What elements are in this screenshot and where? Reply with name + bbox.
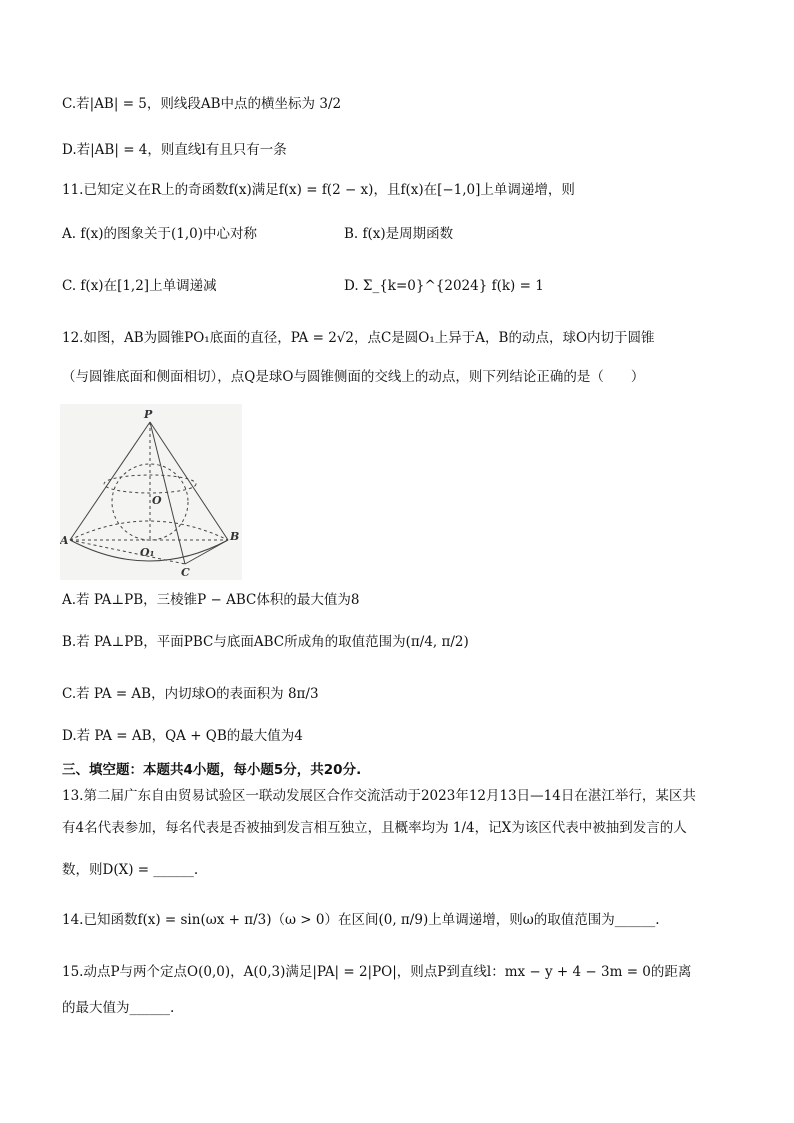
label-o: O xyxy=(152,494,162,507)
cone-figure xyxy=(60,404,242,580)
label-p: P xyxy=(144,408,153,421)
q12-option-a: A.若 PA⊥PB，三棱锥P − ABC体积的最大值为8 xyxy=(62,592,360,608)
q11-option-c: C. f(x)在[1,2]上单调递减 xyxy=(62,278,217,294)
segment-ac xyxy=(70,540,185,564)
q13-line2: 有4名代表参加，每名代表是否被抽到发言相互独立，且概率均为 1/4，记X为该区代表中被抽到发言的人 xyxy=(62,820,687,836)
q13-line1: 13.第二届广东自由贸易试验区一联动发展区合作交流活动于2023年12月13日—14日在湛江举行，某区共 xyxy=(62,788,696,804)
q12-option-d: D.若 PA = AB，QA + QB的最大值为4 xyxy=(62,728,303,744)
q12-option-b: B.若 PA⊥PB，平面PBC与底面ABC所成角的取值范围为(π/4, π/2) xyxy=(62,634,469,650)
cone-right-edge xyxy=(150,422,228,540)
q12-option-c: C.若 PA = AB，内切球O的表面积为 8π/3 xyxy=(62,686,319,702)
q11-option-b: B. f(x)是周期函数 xyxy=(344,226,454,242)
q11-option-a: A. f(x)的图象关于(1,0)中心对称 xyxy=(62,226,257,242)
q15-line1: 15.动点P与两个定点O(0,0)，A(0,3)满足|PA| = 2|PO|，则点P到直线l：mx − y + 4 − 3m = 0的距离 xyxy=(62,964,692,980)
q12-stem-line1: 12.如图，AB为圆锥PO₁底面的直径，PA = 2√2，点C是圆O₁上异于A，B的动点，球O内切于圆锥 xyxy=(62,330,655,346)
q10-option-d: D.若|AB| = 4，则直线l有且只有一条 xyxy=(62,142,287,158)
label-c: C xyxy=(181,566,190,579)
label-b: B xyxy=(230,530,240,543)
q10-option-c: C.若|AB| = 5，则线段AB中点的横坐标为 3/2 xyxy=(62,96,342,112)
cone-diagram xyxy=(60,404,242,580)
q11-option-d: D. Σ_{k=0}^{2024} f(k) = 1 xyxy=(344,278,544,294)
base-back-arc xyxy=(70,521,228,540)
label-a: A xyxy=(60,534,69,547)
q12-stem-line2: （与圆锥底面和侧面相切），点Q是球O与圆锥侧面的交线上的动点，则下列结论正确的是（ ） xyxy=(62,369,645,385)
q13-line3: 数，则D(X) = ______. xyxy=(62,862,199,878)
section-3-heading: 三、填空题：本题共4小题，每小题5分，共20分. xyxy=(62,762,362,778)
q15-line2: 的最大值为______. xyxy=(62,1000,175,1016)
cone-left-edge xyxy=(70,422,150,540)
label-o1: O₁ xyxy=(140,546,155,559)
q14-line: 14.已知函数f(x) = sin(ωx + π/3)（ω > 0）在区间(0, π/9)上单调递增，则ω的取值范围为______. xyxy=(62,912,660,928)
q11-stem: 11.已知定义在R上的奇函数f(x)满足f(x) = f(2 − x)，且f(x)在[−1,0]上单调递增，则 xyxy=(62,182,575,198)
segment-bc xyxy=(185,540,228,564)
